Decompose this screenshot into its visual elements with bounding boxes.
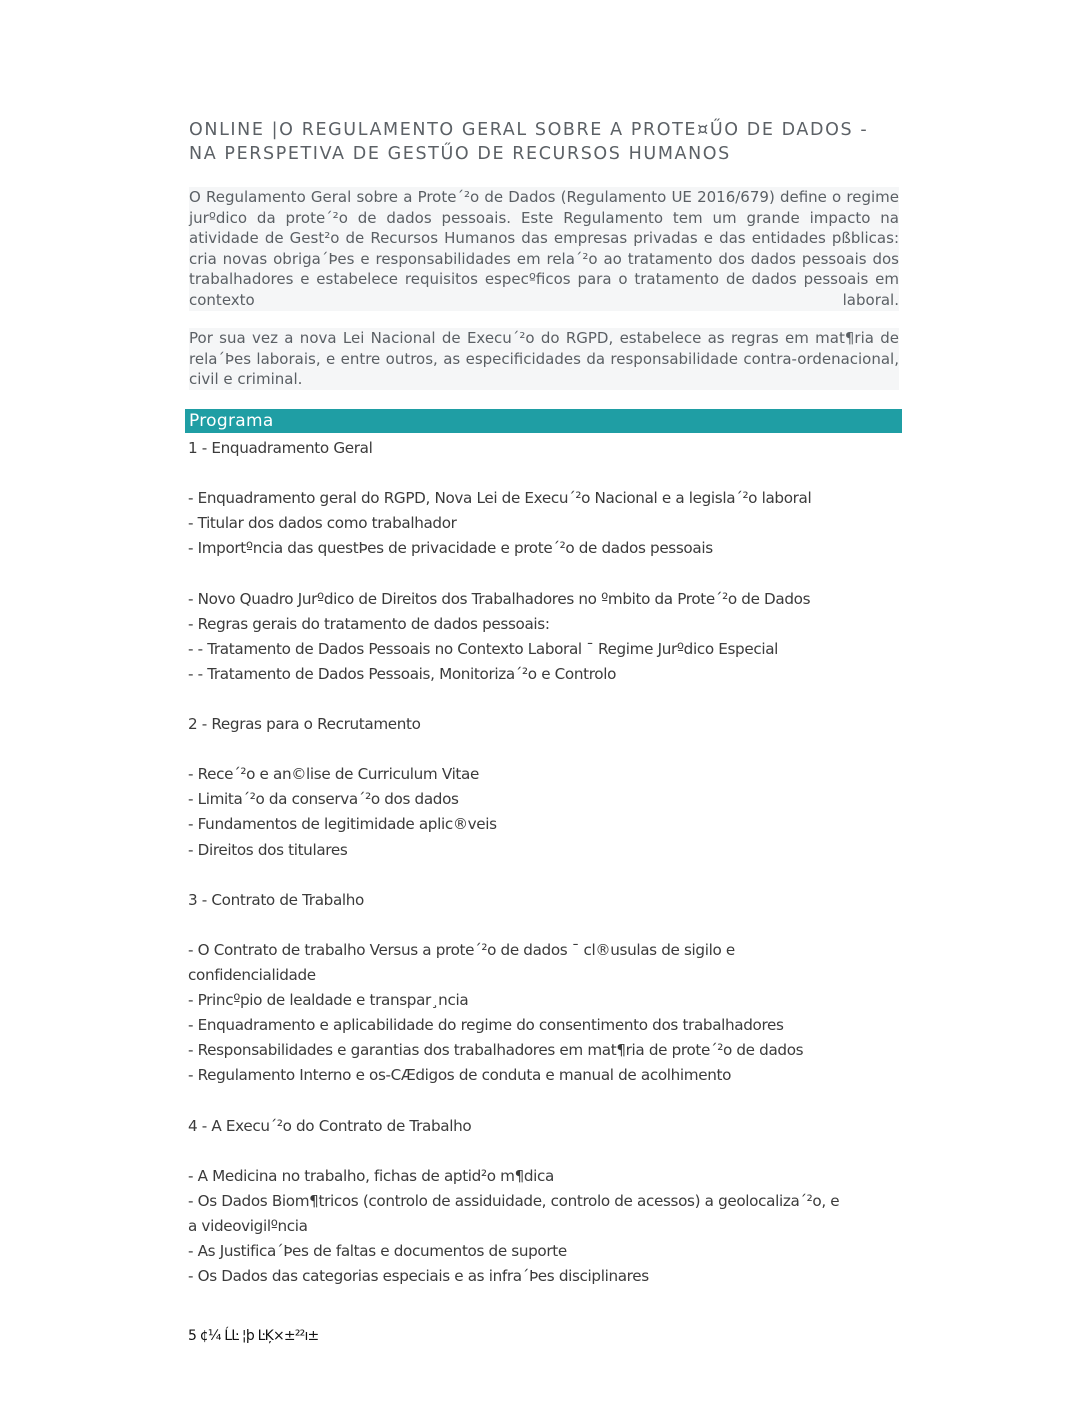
program-line: - Enquadramento geral do RGPD, Nova Lei de Execu´²o Nacional e a legisla´²o laboral bbox=[188, 489, 812, 508]
program-line bbox=[188, 461, 903, 486]
program-line: - Os Dados Biom¶tricos (controlo de assiduidade, controlo de acessos) a geolocaliza´²o, e bbox=[188, 1191, 840, 1210]
program-line: 2 - Regras para o Recrutamento bbox=[188, 715, 421, 734]
program-line bbox=[188, 1139, 903, 1164]
program-line: - Responsabilidades e garantias dos trabalhadores em mat¶ria de prote´²o de dados bbox=[188, 1041, 804, 1060]
program-line bbox=[188, 1088, 903, 1113]
intro-paragraph: O Regulamento Geral sobre a Prote´²o de Dados (Regulamento UE 2016/679) define o regime jurºdico da prote´²o de dados pessoais. Este Regulamento tem um grande impacto na atividade de Gest²o de Recursos Humanos das empresas privadas e das entidades pßblicas: cria novas obriga´Þes e responsabilidades em rela´²o ao tratamento dos dados pessoais dos trabalhadores e estabelece requisitos especºficos para o tratamento de dados pessoais em contexto laboral. bbox=[189, 188, 899, 309]
program-line bbox=[188, 737, 903, 762]
program-line: - Enquadramento e aplicabilidade do regime do consentimento dos trabalhadores bbox=[188, 1016, 784, 1035]
program-line: 1 - Enquadramento Geral bbox=[188, 439, 373, 457]
program-line: 3 - Contrato de Trabalho bbox=[188, 890, 364, 909]
program-line: - A Medicina no trabalho, fichas de aptid²o m¶dica bbox=[188, 1166, 554, 1185]
program-line bbox=[188, 863, 903, 888]
program-line bbox=[188, 913, 903, 938]
document-title: ONLINE |O REGULAMENTO GERAL SOBRE A PROTE¤ŰO DE DADOS - NA PERSPETIVA DE GESTŰO DE RECURSOS HUMANOS bbox=[189, 120, 869, 164]
program-line bbox=[188, 687, 903, 712]
program-line: 4 - A Execu´²o do Contrato de Trabalho bbox=[188, 1116, 472, 1135]
section-heading-bar bbox=[185, 409, 902, 433]
program-line: - Titular dos dados como trabalhador bbox=[188, 514, 457, 533]
program-line: - Fundamentos de legitimidade aplic®veis bbox=[188, 815, 497, 834]
program-line: - Direitos dos titulares bbox=[188, 840, 348, 859]
program-line: confidencialidade bbox=[188, 965, 316, 984]
program-line: - Importºncia das questÞes de privacidade e prote´²o de dados pessoais bbox=[188, 539, 713, 558]
program-line: - O Contrato de trabalho Versus a prote´²o de dados ¯ cl®usulas de sigilo e bbox=[188, 940, 735, 959]
page-footer: 5 ¢¼ ĹĿ ¦þ ĿĶ×±²²ı± bbox=[188, 1328, 319, 1344]
program-line: - Limita´²o da conserva´²o dos dados bbox=[188, 790, 459, 809]
program-line bbox=[188, 561, 903, 586]
program-line: - Novo Quadro Jurºdico de Direitos dos Trabalhadores no ºmbito da Prote´²o de Dados bbox=[188, 589, 811, 608]
section-heading: Programa bbox=[189, 411, 274, 431]
program-line: - Regras gerais do tratamento de dados pessoais: bbox=[188, 614, 550, 633]
program-line: - Regulamento Interno e os-CÆdigos de conduta e manual de acolhimento bbox=[188, 1066, 732, 1085]
program-line: - - Tratamento de Dados Pessoais no Contexto Laboral ¯ Regime Jurºdico Especial bbox=[188, 639, 779, 658]
program-line: - As Justifica´Þes de faltas e documentos de suporte bbox=[188, 1242, 567, 1260]
program-line: - Os Dados das categorias especiais e as infra´Þes disciplinares bbox=[188, 1267, 649, 1286]
law-paragraph: Por sua vez a nova Lei Nacional de Execu´²o do RGPD, estabelece as regras em mat¶ria de rela´Þes laborais, e entre outros, as especificidades da responsabilidade contra-ordenacional, civil e criminal. bbox=[189, 329, 899, 389]
program-list bbox=[188, 436, 903, 1289]
program-line: - Princºpio de lealdade e transpar¸ncia bbox=[188, 991, 469, 1010]
program-line: a videovigilºncia bbox=[188, 1216, 308, 1235]
program-line: - - Tratamento de Dados Pessoais, Monitoriza´²o e Controlo bbox=[188, 664, 617, 683]
program-line: - Rece´²o e an©lise de Curriculum Vitae bbox=[188, 765, 479, 784]
